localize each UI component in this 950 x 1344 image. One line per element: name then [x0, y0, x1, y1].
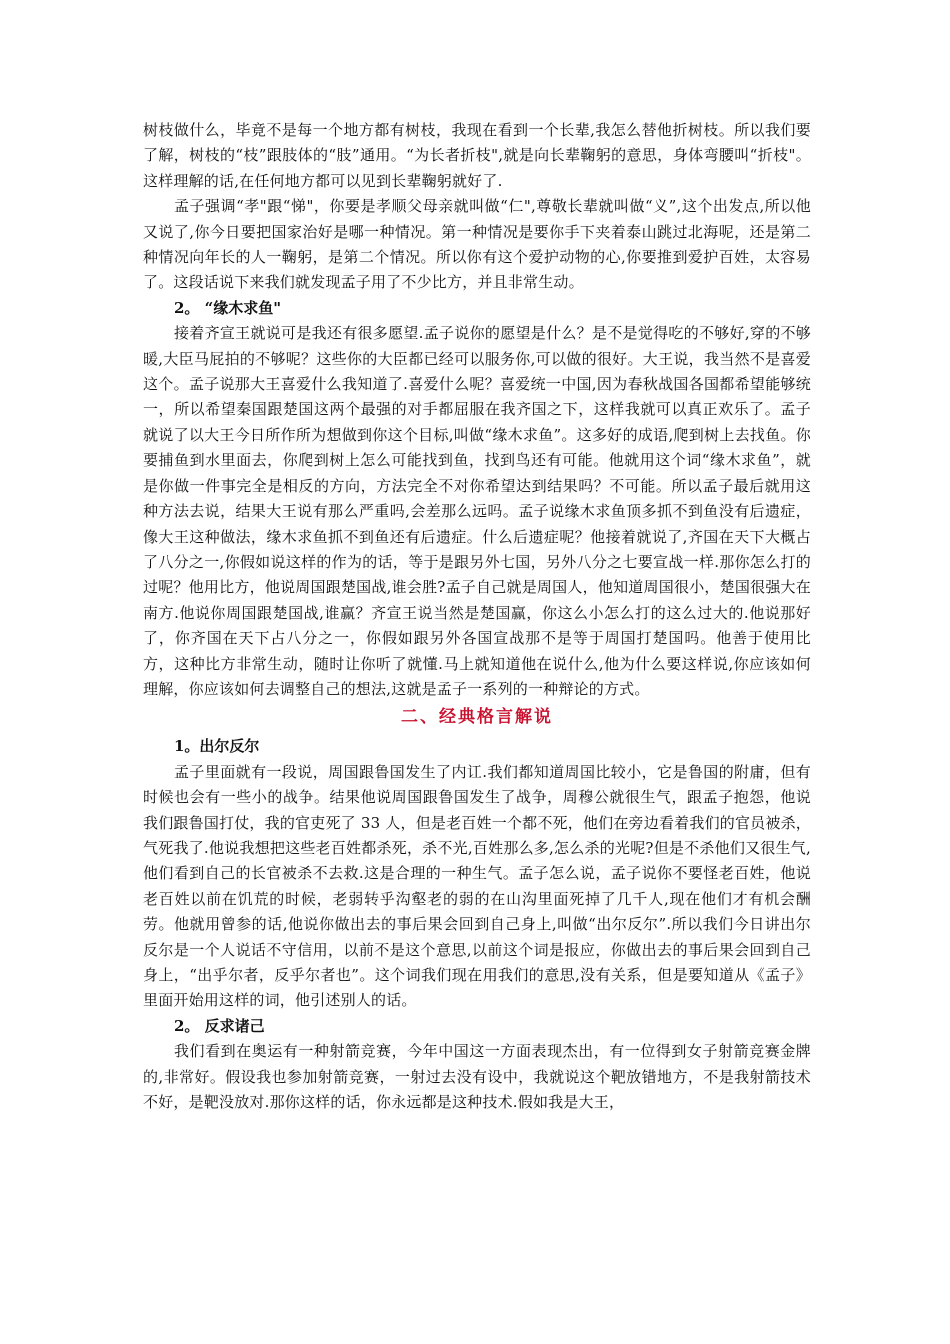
subheading-chu-er-fan-er: 1。出尔反尔: [174, 737, 260, 756]
paragraph-zhe-zhi: 树枝做什么，毕竟不是每一个地方都有树枝，我现在看到一个长辈,我怎么替他折树枝。所以我们要了解，树枝的“枝”跟肢体的“肢”通用。“为长者折枝",就是向长辈鞠躬的意思，身体弯腰叫“折枝"。这样理解的话,在任何地方都可以见到长辈鞠躬就好了.: [143, 121, 811, 190]
paragraph-fan-qiu-zhu-ji: 我们看到在奥运有一种射箭竞赛，今年中国这一方面表现杰出，有一位得到女子射箭竞赛金牌的,非常好。假设我也参加射箭竞赛，一射过去没有设中，我就说这个靶放错地方，不是我射箭技术不好，是靶没放对.那你这样的话，你永远都是这种技术.假如我是大王，: [143, 1042, 811, 1112]
subheading-fan-qiu-zhu-ji: 2。 反求诸己: [174, 1016, 265, 1035]
subheading-yuan-mu-qiu-yu: 2。 “缘木求鱼": [174, 298, 282, 317]
document-page: [143, 118, 811, 1115]
paragraph-yuan-mu-qiu-yu: 接着齐宣王就说可是我还有很多愿望.孟子说你的愿望是什么？是不是觉得吃的不够好,穿的不够暖,大臣马屁拍的不够呢？这些你的大臣都已经可以服务你,可以做的很好。大王说，我当然不是喜爱这个。孟子说那大王喜爱什么我知道了.喜爱什么呢？喜爱统一中国,因为春秋战国各国都希望能够统一，所以希望秦国跟楚国这两个最强的对手都屈服在我齐国之下，这样我就可以真正欢乐了。孟子就说了以大王今日所作所为想做到你这个目标,叫做“缘木求鱼”。这多好的成语,爬到树上去找鱼。你要捕鱼到水里面去，你爬到树上怎么可能找到鱼，找到鸟还有可能。他就用这个词“缘木求鱼”，就是你做一件事完全是相反的方向，方法完全不对你希望达到结果吗？不可能。所以孟子最后就用这种方法去说，结果大王说有那么严重吗,会差那么远吗。孟子说缘木求鱼顶多抓不到鱼没有后遗症，像大王这种做法，缘木求鱼抓不到鱼还有后遗症。什么后遗症呢？他接着就说了,齐国在天下大概占了八分之一,你假如说这样的作为的话，等于是跟另外七国，另外八分之七要宣战一样.那你怎么打的过呢？他用比方，他说周国跟楚国战,谁会胜?孟子自己就是周国人，他知道周国很小，楚国很强大在南方.他说你周国跟楚国战,谁赢？齐宣王说当然是楚国赢，你这么小怎么打的这么过大的.他说那好了，你齐国在天下占八分之一，你假如跟另外各国宣战那不是等于周国打楚国吗。他善于使用比方，这种比方非常生动，随时让你听了就懂.马上就知道他在说什么,他为什么要这样说,你应该如何理解，你应该如何去调整自己的想法,这就是孟子一系列的一种辩论的方式。: [143, 324, 811, 698]
paragraph-xiao-ti: 孟子强调“孝"跟“悌"，你要是孝顺父母亲就叫做“仁",尊敬长辈就叫做“义”,这个出发点,所以他又说了,你今日要把国家治好是哪一种情况。第一种情况是要你手下夹着泰山跳过北海呢，还是第二种情况向年长的人一鞠躬，是第二个情况。所以你有这个爱护动物的心,你要推到爱护百姓，太容易了。这段话说下来我们就发现孟子用了不少比方，并且非常生动。: [143, 197, 811, 292]
section-heading: 二、经典格言解说: [401, 707, 553, 728]
paragraph-chu-er-fan-er: 孟子里面就有一段说，周国跟鲁国发生了内讧.我们都知道周国比较小，它是鲁国的附庸，但有时候也会有一些小的战争。结果他说周国跟鲁国发生了战争，周穆公就很生气，跟孟子抱怨，他说我们跟鲁国打仗，我的官吏死了 33 人，但是老百姓一个都不死，他们在旁边看着我们的官员被杀，气死我了.他说我想把这些老百姓都杀死，杀不光,百姓那么多,怎么杀的光呢?但是不杀他们又很生气,他们看到自己的长官被杀不去救.这是合理的一种生气。孟子怎么说，孟子说你不要怪老百姓，他说老百姓以前在饥荒的时候，老弱转乎沟壑老的弱的在山沟里面死掉了几千人,现在他们才有机会酬劳。他就用曾参的话,他说你做出去的事后果会回到自己身上,叫做“出尔反尔”.所以我们今日讲出尔反尔是一个人说话不守信用，以前不是这个意思,以前这个词是报应，你做出去的事后果会回到自己身上，“出乎尔者，反乎尔者也”。这个词我们现在用我们的意思,没有关系，但是要知道从《孟子》里面开始用这样的词，他引述别人的话。: [143, 762, 811, 1010]
